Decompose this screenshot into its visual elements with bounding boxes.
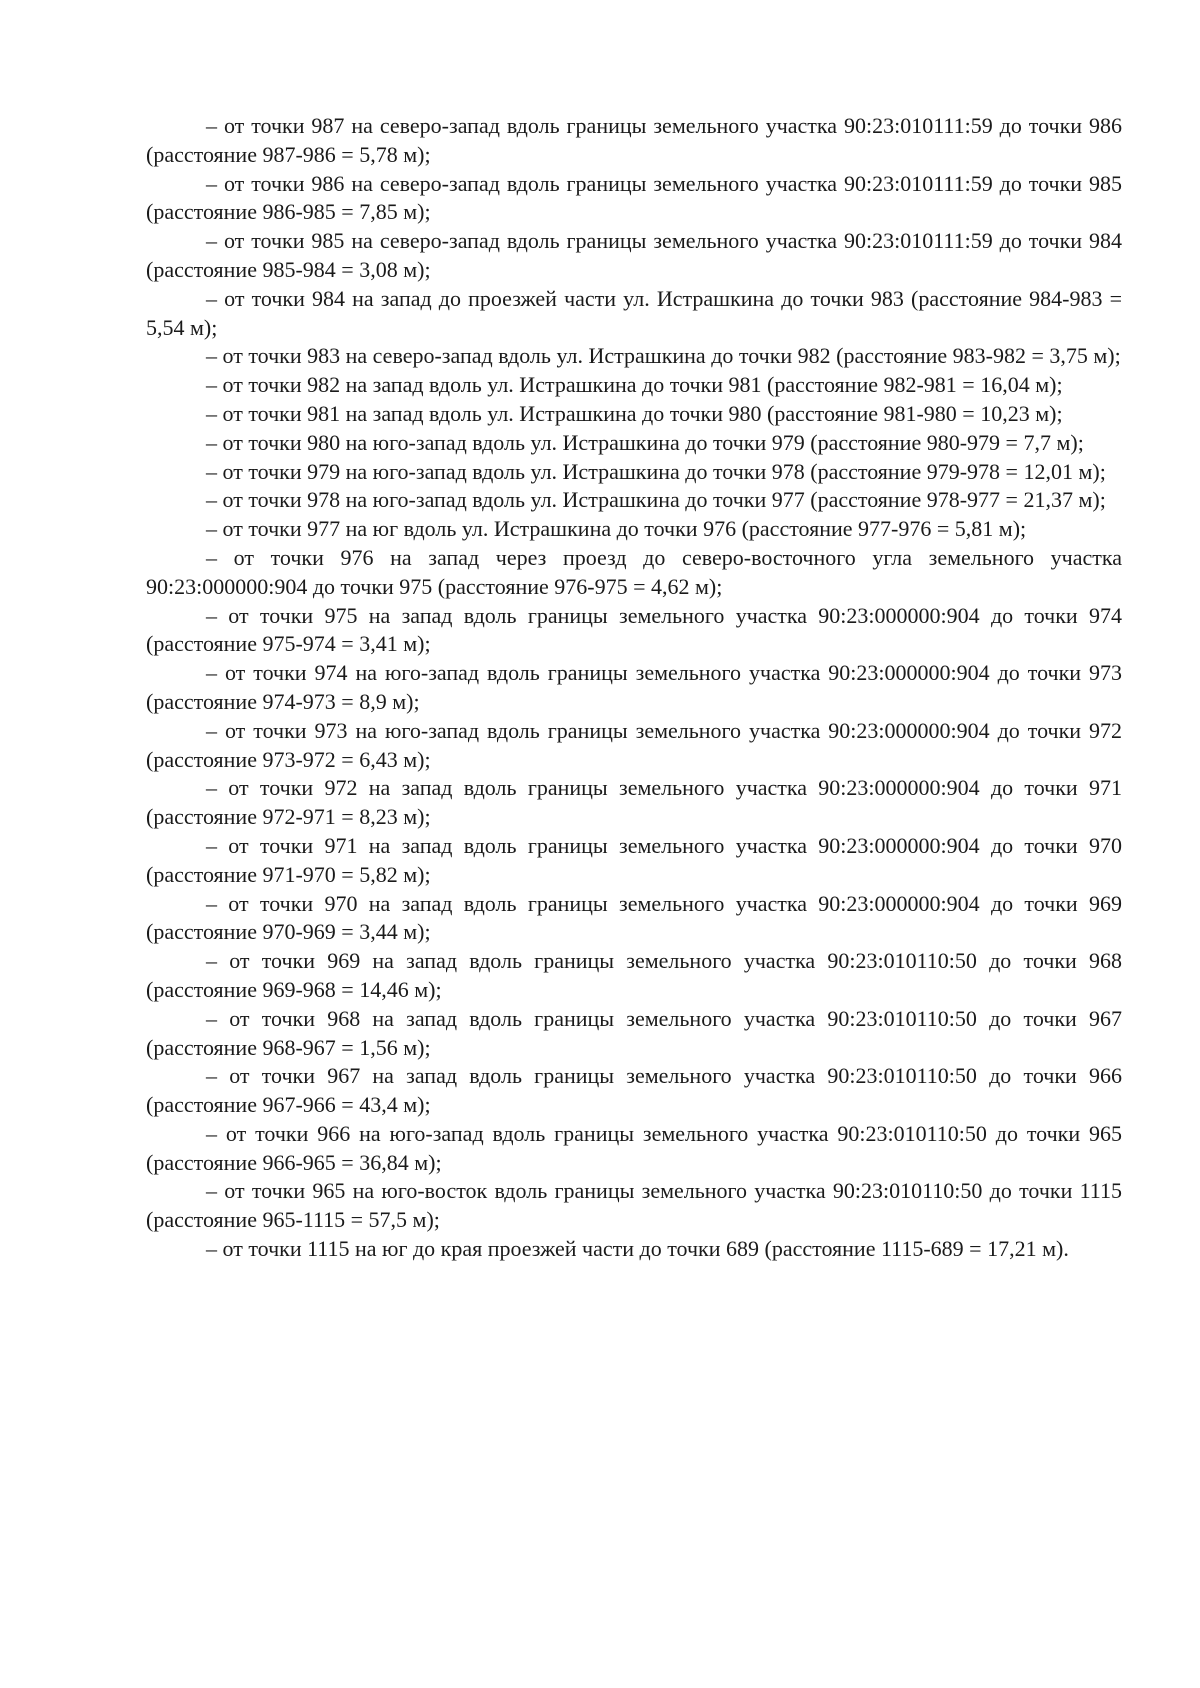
paragraph: – от точки 985 на северо-запад вдоль границы земельного участка 90:23:010111:59 до точки 984 (расстояние 985-984 = 3,08 м); <box>146 228 1122 282</box>
paragraph: – от точки 982 на запад вдоль ул. Истрашкина до точки 981 (расстояние 982-981 = 16,04 м); <box>206 372 1063 398</box>
paragraph: – от точки 983 на северо-запад вдоль ул. Истрашкина до точки 982 (расстояние 983-982 = 3,75 м); <box>206 343 1121 369</box>
paragraph: – от точки 974 на юго-запад вдоль границы земельного участка 90:23:000000:904 до точки 973 (расстояние 974-973 = 8,9 м); <box>146 660 1122 714</box>
paragraph: – от точки 967 на запад вдоль границы земельного участка 90:23:010110:50 до точки 966 (расстояние 967-966 = 43,4 м); <box>146 1063 1122 1118</box>
paragraph: – от точки 971 на запад вдоль границы земельного участка 90:23:000000:904 до точки 970 (расстояние 971-970 = 5,82 м); <box>146 832 1122 887</box>
paragraph: – от точки 986 на северо-запад вдоль границы земельного участка 90:23:010111:59 до точки 985 (расстояние 986-985 = 7,85 м); <box>146 170 1122 225</box>
paragraph: – от точки 972 на запад вдоль границы земельного участка 90:23:000000:904 до точки 971 (расстояние 972-971 = 8,23 м); <box>146 775 1122 830</box>
paragraph: – от точки 965 на юго-восток вдоль границы земельного участка 90:23:010110:50 до точки 1115 (расстояние 965-1115 = 57,5 м); <box>146 1178 1122 1233</box>
boundary-description <box>146 112 1122 1264</box>
paragraph: – от точки 976 на запад через проезд до северо-восточного угла земельного участка 90:23:000000:904 до точки 975 (расстояние 976-975 = 4,62 м); <box>146 544 1122 599</box>
paragraph: – от точки 981 на запад вдоль ул. Истрашкина до точки 980 (расстояние 981-980 = 10,23 м); <box>206 400 1063 426</box>
paragraph: – от точки 968 на запад вдоль границы земельного участка 90:23:010110:50 до точки 967 (расстояние 968-967 = 1,56 м); <box>146 1005 1122 1060</box>
paragraph: – от точки 980 на юго-запад вдоль ул. Истрашкина до точки 979 (расстояние 980-979 = 7,7 м); <box>206 429 1084 455</box>
paragraph: – от точки 1115 на юг до края проезжей части до точки 689 (расстояние 1115-689 = 17,21 м). <box>206 1236 1069 1262</box>
paragraph: – от точки 984 на запад до проезжей части ул. Истрашкина до точки 983 (расстояние 984-983 = 5,54 м); <box>146 285 1122 340</box>
paragraph: – от точки 969 на запад вдоль границы земельного участка 90:23:010110:50 до точки 968 (расстояние 969-968 = 14,46 м); <box>146 948 1122 1002</box>
paragraph: – от точки 966 на юго-запад вдоль границы земельного участка 90:23:010110:50 до точки 965 (расстояние 966-965 = 36,84 м); <box>146 1120 1122 1175</box>
paragraph: – от точки 987 на северо-запад вдоль границы земельного участка 90:23:010111:59 до точки 986 (расстояние 987-986 = 5,78 м); <box>146 113 1122 167</box>
paragraph: – от точки 979 на юго-запад вдоль ул. Истрашкина до точки 978 (расстояние 979-978 = 12,01 м); <box>206 458 1106 484</box>
paragraph: – от точки 973 на юго-запад вдоль границы земельного участка 90:23:000000:904 до точки 972 (расстояние 973-972 = 6,43 м); <box>146 717 1122 772</box>
paragraph: – от точки 978 на юго-запад вдоль ул. Истрашкина до точки 977 (расстояние 978-977 = 21,37 м); <box>206 487 1106 513</box>
paragraph: – от точки 977 на юг вдоль ул. Истрашкина до точки 976 (расстояние 977-976 = 5,81 м); <box>206 516 1027 542</box>
paragraph: – от точки 970 на запад вдоль границы земельного участка 90:23:000000:904 до точки 969 (расстояние 970-969 = 3,44 м); <box>146 890 1122 945</box>
paragraph: – от точки 975 на запад вдоль границы земельного участка 90:23:000000:904 до точки 974 (расстояние 975-974 = 3,41 м); <box>146 602 1122 657</box>
